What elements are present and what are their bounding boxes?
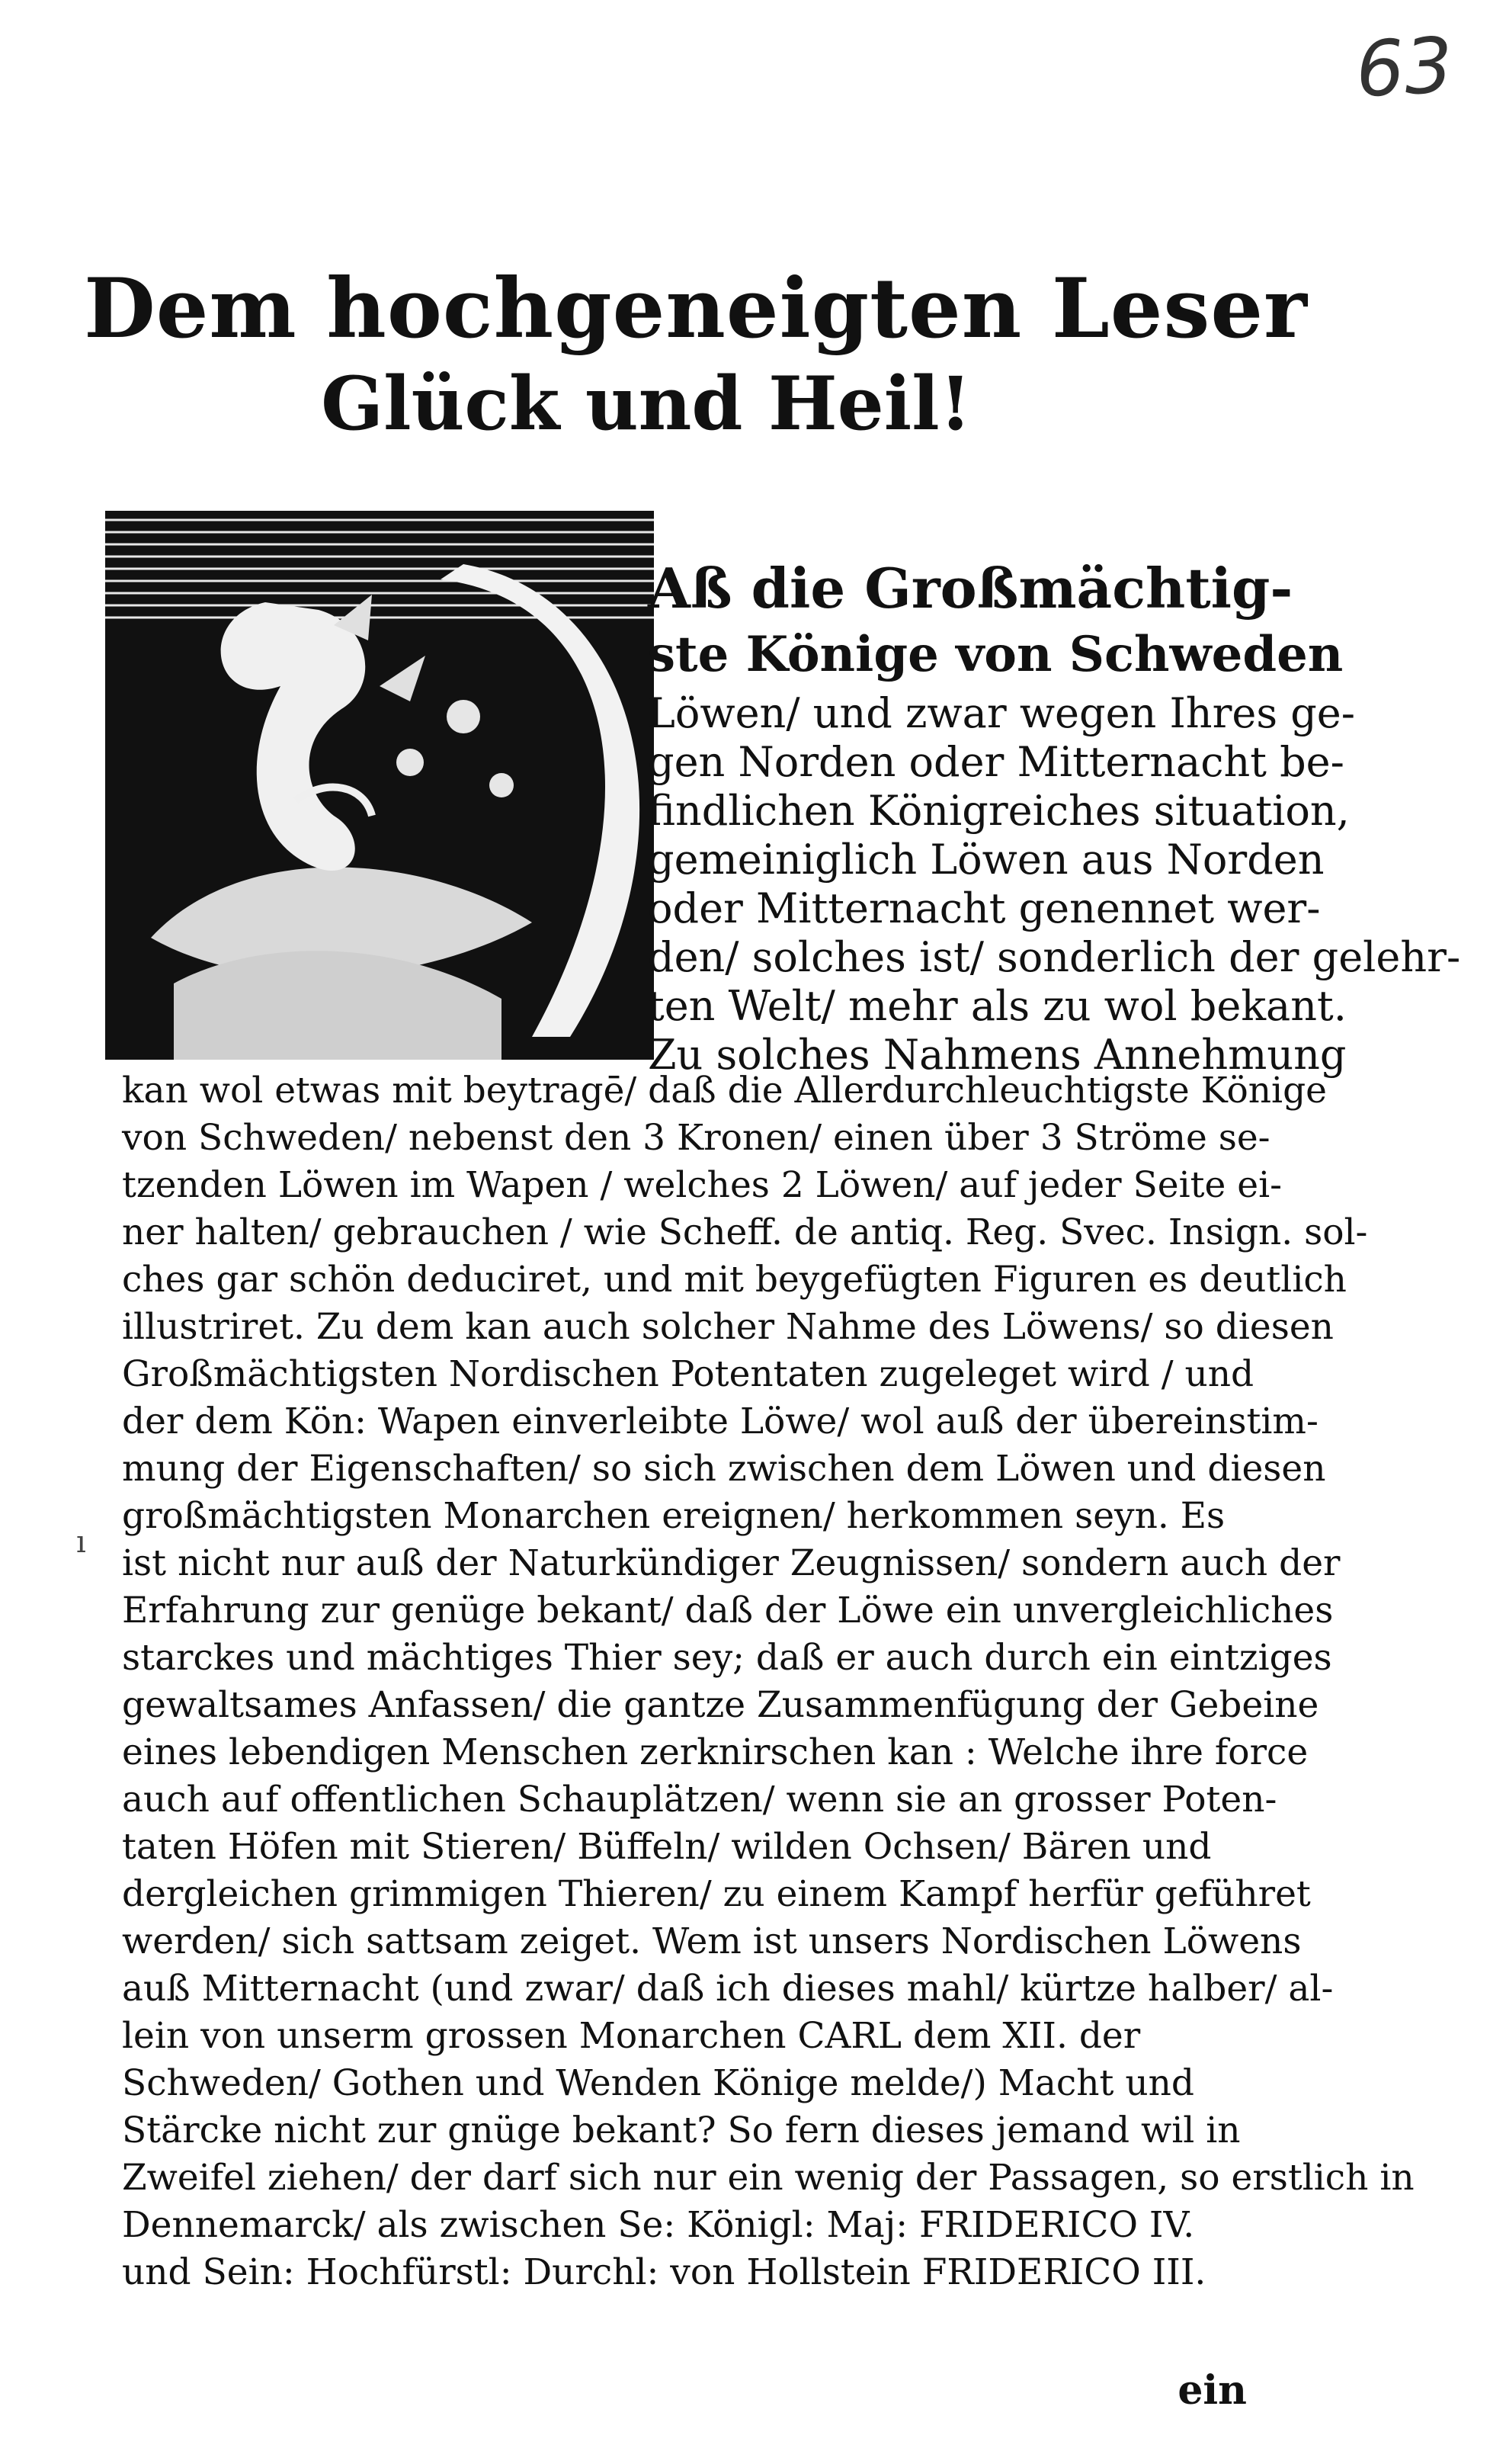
body-line: Schweden/ Gothen und Wenden Könige melde/) Macht und xyxy=(122,2062,1194,2104)
body-line: taten Höfen mit Stieren/ Büffeln/ wilden Ochsen/ Bären und xyxy=(122,1826,1212,1868)
catchword: ein xyxy=(1178,2367,1247,2414)
body-line: großmächtigsten Monarchen ereignen/ herkommen seyn. Es xyxy=(122,1495,1226,1537)
body-line: starckes und mächtiges Thier sey; daß er auch durch ein eintziges xyxy=(122,1637,1332,1679)
page-number: 63 xyxy=(1353,20,1455,115)
body-paragraph xyxy=(122,1067,1415,2296)
body-line: auß Mitternacht (und zwar/ daß ich dieses mahl/ kürtze halber/ al- xyxy=(122,1968,1334,2010)
woodcut-initial-graphic xyxy=(105,511,654,1060)
body-line: auch auf offentlichen Schauplätzen/ wenn sie an grosser Poten- xyxy=(122,1779,1277,1821)
body-line: werden/ sich sattsam zeiget. Wem ist unsers Nordischen Löwens xyxy=(122,1920,1302,1962)
body-line: kan wol etwas mit beytragē/ daß die Allerdurchleuchtigste Könige xyxy=(122,1070,1327,1112)
body-line: illustriret. Zu dem kan auch solcher Nahme des Löwens/ so diesen xyxy=(122,1306,1334,1348)
margin-mark: ı xyxy=(76,1525,86,1560)
body-line: Dennemarck/ als zwischen Se: Königl: Maj: FRIDERICO IV. xyxy=(122,2204,1195,2246)
body-line: der dem Kön: Wapen einverleibte Löwe/ wol auß der übereinstim- xyxy=(122,1400,1319,1442)
heading-subtitle: Glück und Heil! xyxy=(321,361,972,447)
intro-line: Aß die Großmächtig- xyxy=(648,556,1293,621)
body-line: gewaltsames Anfassen/ die gantze Zusammenfügung der Gebeine xyxy=(122,1684,1319,1726)
intro-line: gen Norden oder Mitternacht be- xyxy=(648,738,1344,786)
body-line: ner halten/ gebrauchen / wie Scheff. de antiq. Reg. Svec. Insign. sol- xyxy=(122,1211,1368,1253)
intro-line: Löwen/ und zwar wegen Ihres ge- xyxy=(648,689,1355,737)
body-line: lein von unserm grossen Monarchen CARL dem XII. der xyxy=(122,2015,1141,2057)
intro-line: Zu solches Nahmens Annehmung xyxy=(648,1031,1347,1079)
intro-line: ste Könige von Schweden xyxy=(648,626,1344,683)
heading-title: Dem hochgeneigten Leser xyxy=(84,261,1308,357)
intro-line: ten Welt/ mehr als zu wol bekant. xyxy=(648,982,1347,1030)
body-line: von Schweden/ nebenst den 3 Kronen/ einen über 3 Ströme se- xyxy=(122,1117,1270,1159)
body-line: und Sein: Hochfürstl: Durchl: von Hollstein FRIDERICO III. xyxy=(122,2251,1206,2293)
body-line: ches gar schön deduciret, und mit beygefügten Figuren es deutlich xyxy=(122,1259,1347,1301)
body-line: mung der Eigenschaften/ so sich zwischen dem Löwen und diesen xyxy=(122,1448,1326,1490)
body-line: dergleichen grimmigen Thieren/ zu einem Kampf herfür geführet xyxy=(122,1873,1311,1915)
heading xyxy=(0,259,1506,450)
body-line: Erfahrung zur genüge bekant/ daß der Löwe ein unvergleichliches xyxy=(122,1590,1334,1631)
intro-line: oder Mitternacht genennet wer- xyxy=(648,884,1321,932)
intro-line: gemeiniglich Löwen aus Norden xyxy=(648,836,1325,884)
intro-paragraph xyxy=(648,556,1461,1080)
intro-line: findlichen Königreiches situation, xyxy=(648,787,1350,835)
decorated-initial-d-illustration xyxy=(105,511,654,1060)
body-line: Großmächtigsten Nordischen Potentaten zugeleget wird / und xyxy=(122,1353,1254,1395)
body-line: tzenden Löwen im Wapen / welches 2 Löwen/ auf jeder Seite ei- xyxy=(122,1164,1282,1206)
intro-line: den/ solches ist/ sonderlich der gelehr- xyxy=(648,933,1461,981)
body-line: ist nicht nur auß der Naturkündiger Zeugnissen/ sondern auch der xyxy=(122,1542,1341,1584)
body-line: Zweifel ziehen/ der darf sich nur ein wenig der Passagen, so erstlich in xyxy=(122,2157,1415,2199)
body-line: eines lebendigen Menschen zerknirschen kan : Welche ihre force xyxy=(122,1731,1309,1773)
body-line: Stärcke nicht zur gnüge bekant? So fern dieses jemand wil in xyxy=(122,2109,1241,2151)
